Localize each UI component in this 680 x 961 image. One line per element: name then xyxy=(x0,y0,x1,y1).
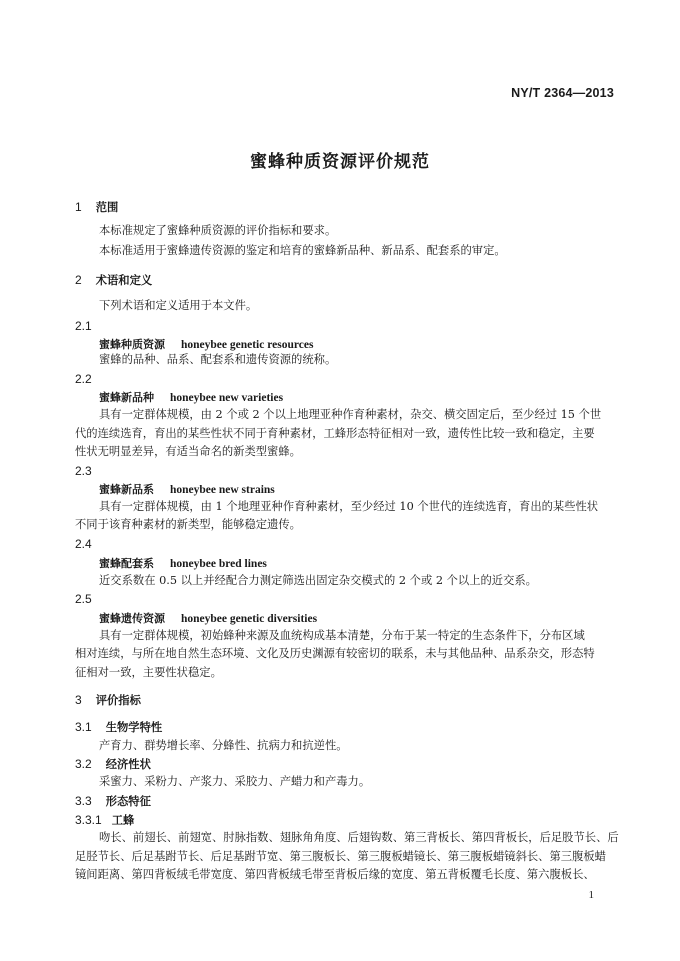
term-2-3-definition-line: 不同于该育种素材的新类型，能够稳定遗传。 xyxy=(75,518,301,531)
term-2-1-title: 蜜蜂种质资源 honeybee genetic resources xyxy=(99,338,314,351)
term-2-4-title: 蜜蜂配套系 honeybee bred lines xyxy=(99,557,267,570)
section-1-paragraph: 本标准适用于蜜蜂遗传资源的鉴定和培育的蜜蜂新品种、新品系、配套系的审定。 xyxy=(99,244,506,257)
section-3-3-1-text-line: 足胫节长、后足基跗节长、后足基跗节宽、第三腹板长、第三腹板蜡镜长、第三腹板蜡镜斜长、第三腹板蜡 xyxy=(75,850,606,863)
section-3-2-heading: 3.2 经济性状 xyxy=(75,757,151,771)
term-2-1-definition: 蜜蜂的品种、品系、配套系和遗传资源的统称。 xyxy=(99,353,337,366)
standard-code: NY/T 2364—2013 xyxy=(511,86,614,100)
section-3-3-1-text-line: 吻长、前翅长、前翅宽、肘脉指数、翅脉角角度、后翅钩数、第三背板长、第四背板长，后足股节长、后 xyxy=(99,831,619,844)
term-2-5-definition-line: 具有一定群体规模，初始蜂种来源及血统构成基本清楚，分布于某一特定的生态条件下，分布区域 xyxy=(99,629,585,642)
section-2-intro: 下列术语和定义适用于本文件。 xyxy=(99,299,258,312)
section-3-3-1-text-line: 镜间距离、第四背板绒毛带宽度、第四背板绒毛带至背板后缘的宽度、第五背板覆毛长度、第六腹板长、 xyxy=(75,868,595,881)
term-2-5-number: 2.5 xyxy=(75,592,92,606)
term-2-3-number: 2.3 xyxy=(75,464,92,478)
term-2-2-title: 蜜蜂新品种 honeybee new varieties xyxy=(99,391,284,404)
section-1-paragraph: 本标准规定了蜜蜂种质资源的评价指标和要求。 xyxy=(99,224,337,237)
page-title: 蜜蜂种质资源评价规范 xyxy=(250,152,430,172)
section-3-heading: 3 评价指标 xyxy=(75,693,141,707)
section-3-1-text: 产育力、群势增长率、分蜂性、抗病力和抗逆性。 xyxy=(99,739,348,752)
term-2-5-definition-line: 征相对一致，主要性状稳定。 xyxy=(75,666,222,679)
section-1-heading: 1 范围 xyxy=(75,200,119,214)
term-2-3-definition-line: 具有一定群体规模，由 1 个地理亚种作育种素材，至少经过 10 个世代的连续选育，育出的某些性状 xyxy=(99,500,599,513)
section-3-2-text: 采蜜力、采粉力、产浆力、采胶力、产蜡力和产毒力。 xyxy=(99,775,371,788)
term-2-2-definition-line: 具有一定群体规模，由 2 个或 2 个以上地理亚种作育种素材，杂交、横交固定后，至少经过 15 个世 xyxy=(99,408,602,421)
term-2-5-title: 蜜蜂遗传资源 honeybee genetic diversities xyxy=(99,612,318,625)
term-2-5-definition-line: 相对连续，与所在地自然生态环境、文化及历史渊源有较密切的联系，未与其他品种、品系杂交，形态特 xyxy=(75,647,595,660)
section-3-1-heading: 3.1 生物学特性 xyxy=(75,720,163,734)
term-2-4-number: 2.4 xyxy=(75,537,92,551)
section-3-3-heading: 3.3 形态特征 xyxy=(75,794,151,808)
page-number: 1 xyxy=(588,889,594,901)
section-3-3-1-heading: 3.3.1 工蜂 xyxy=(75,813,135,827)
term-2-2-number: 2.2 xyxy=(75,372,92,386)
term-2-3-title: 蜜蜂新品系 honeybee new strains xyxy=(99,483,275,496)
term-2-2-definition-line: 代的连续选育，育出的某些性状不同于育种素材，工蜂形态特征相对一致，遗传性比较一致和稳定，主要 xyxy=(75,427,595,440)
term-2-2-definition-line: 性状无明显差异，有适当命名的新类型蜜蜂。 xyxy=(75,445,301,458)
term-2-4-definition: 近交系数在 0.5 以上并经配合力测定筛选出固定杂交模式的 2 个或 2 个以上的近交系。 xyxy=(99,574,537,587)
term-2-1-number: 2.1 xyxy=(75,319,92,333)
section-2-heading: 2 术语和定义 xyxy=(75,273,153,287)
